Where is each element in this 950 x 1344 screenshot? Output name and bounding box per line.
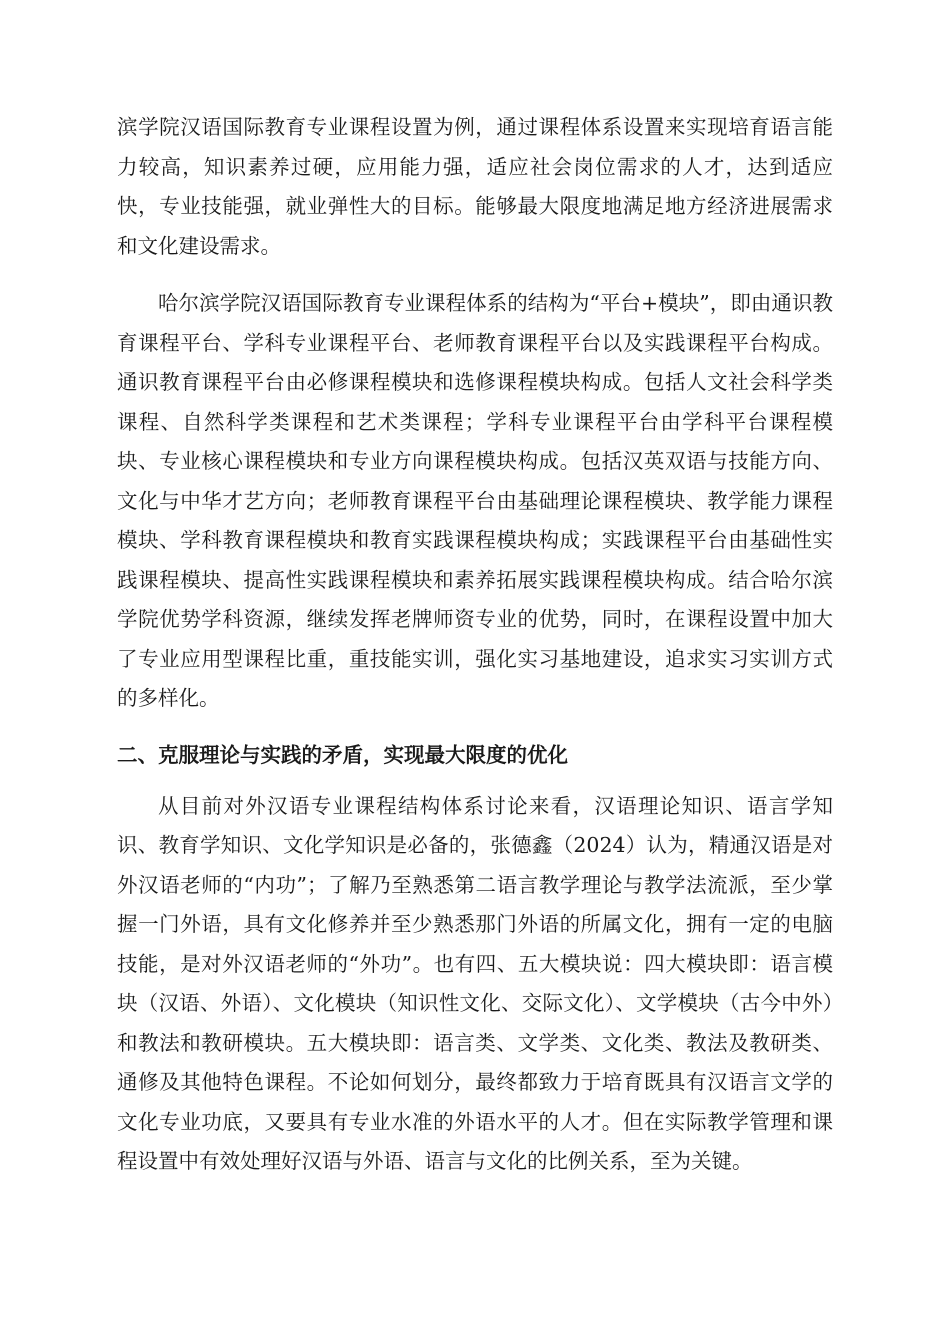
paragraph-theory-practice: 从目前对外汉语专业课程结构体系讨论来看，汉语理论知识、语言学知识、教育学知识、文化学知识是必备的，张德鑫（2024）认为，精通汉语是对外汉语老师的“内功”；了解乃至熟悉第二语言教学理论与教学法流派，至少掌握一门外语，具有文化修养并至少熟悉那门外语的所属文化，拥有一定的电脑技能，是对外汉语老师的“外功”。也有四、五大模块说：四大模块即：语言模块（汉语、外语）、文化模块（知识性文化、交际文化）、文学模块（古今中外）和教法和教研模块。五大模块即：语言类、文学类、文化类、教法及教研类、通修及其他特色课程。不论如何划分，最终都致力于培育既具有汉语言文学的文化专业功底，又要具有专业水准的外语水平的人才。但在实际教学管理和课程设置中有效处理好汉语与外语、语言与文化的比例关系，至为关键。 [117,793,833,1173]
document-page [117,108,833,1182]
paragraph-continuation: 滨学院汉语国际教育专业课程设置为例，通过课程体系设置来实现培育语言能力较高，知识素养过硬，应用能力强，适应社会岗位需求的人才，达到适应快，专业技能强，就业弹性大的目标。能够最大限度地满足地方经济进展需求和文化建设需求。 [117,115,833,258]
paragraph-curriculum-structure: 哈尔滨学院汉语国际教育专业课程体系的结构为“平台+模块”，即由通识教育课程平台、学科专业课程平台、老师教育课程平台以及实践课程平台构成。通识教育课程平台由必修课程模块和选修课程模块构成。包括人文社会科学类课程、自然科学类课程和艺术类课程；学科专业课程平台由学科平台课程模块、专业核心课程模块和专业方向课程模块构成。包括汉英双语与技能方向、文化与中华才艺方向；老师教育课程平台由基础理论课程模块、教学能力课程模块、学科教育课程模块和教育实践课程模块构成；实践课程平台由基础性实践课程模块、提高性实践课程模块和素养拓展实践课程模块构成。结合哈尔滨学院优势学科资源，继续发挥老牌师资专业的优势，同时，在课程设置中加大了专业应用型课程比重，重技能实训，强化实习基地建设，追求实习实训方式的多样化。 [117,291,833,710]
section-heading: 二、克服理论与实践的矛盾，实现最大限度的优化 [117,742,568,767]
